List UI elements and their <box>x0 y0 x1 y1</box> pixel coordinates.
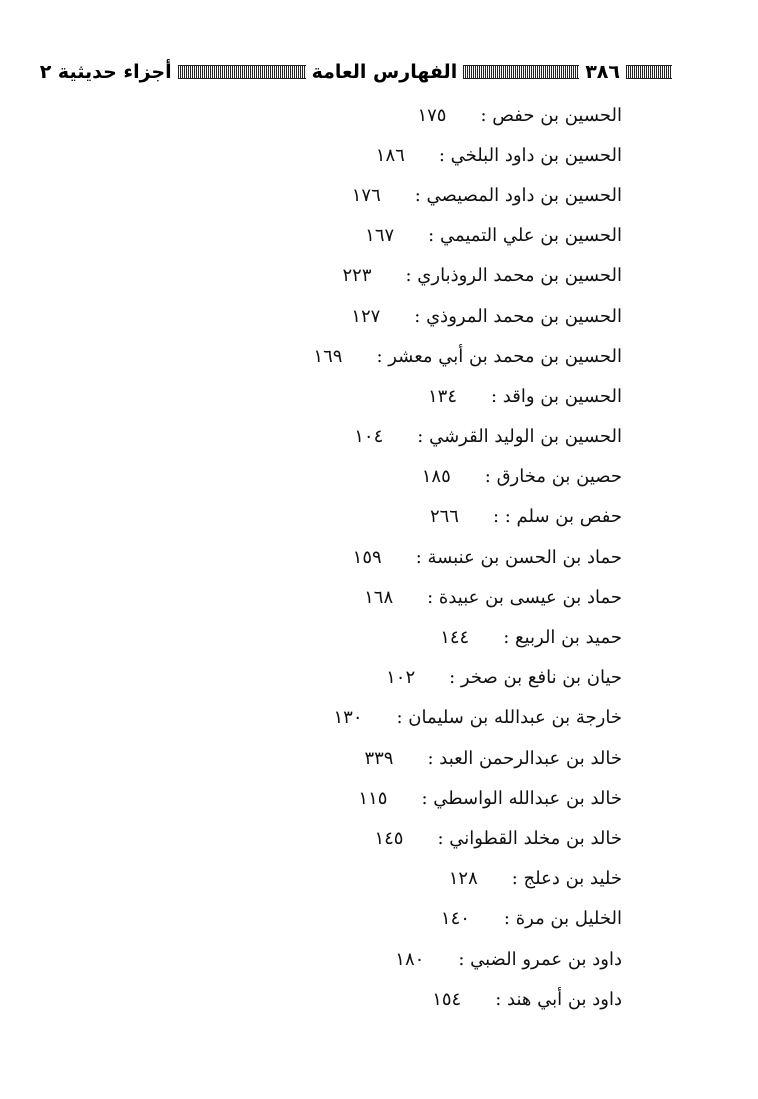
entry-name: الحسين بن واقد : <box>491 385 622 407</box>
index-entry <box>202 859 622 899</box>
index-entry <box>202 417 622 457</box>
entry-name: خليد بن دعلج : <box>511 868 622 890</box>
entry-name: خالد بن مخلد القطواني : <box>437 827 622 849</box>
entry-name: الحسين بن داود المصيصي : <box>414 184 622 206</box>
index-entry <box>202 658 622 698</box>
index-entry <box>202 698 622 738</box>
entry-name: خارجة بن عبدالله بن سليمان : <box>396 707 622 729</box>
entry-page-number: ١٤٠ <box>440 908 470 930</box>
index-entry <box>202 617 622 657</box>
index-entry <box>202 899 622 939</box>
entry-page-number: ١٤٥ <box>374 827 404 849</box>
page-number: ٣٨٦ <box>585 61 620 83</box>
entry-name: الحسين بن داود البلخي : <box>438 144 622 166</box>
index-entry <box>202 175 622 215</box>
header-rule-middle-left <box>178 65 306 79</box>
entry-page-number: ٢٢٣ <box>342 265 372 287</box>
book-title: أجزاء حديثية ٢ <box>39 61 172 83</box>
entry-page-number: ١٥٤ <box>432 988 462 1010</box>
entry-name: الحسين بن حفص : <box>480 104 622 126</box>
entry-page-number: ٣٣٩ <box>364 747 394 769</box>
entry-name: الخليل بن مرة : <box>503 908 622 930</box>
entry-page-number: ١٤٤ <box>440 627 470 649</box>
entry-name: حماد بن عيسى بن عبيدة : <box>427 586 622 608</box>
entry-page-number: ١٠٢ <box>386 667 416 689</box>
entry-name: الحسين بن علي التميمي : <box>428 225 622 247</box>
entry-name: الحسين بن محمد بن أبي معشر : <box>376 345 622 367</box>
entry-name: حيان بن نافع بن صخر : <box>449 667 622 689</box>
entry-name: خالد بن عبدالرحمن العبد : <box>427 747 622 769</box>
index-entry <box>202 135 622 175</box>
entry-name: حفص بن سلم : : <box>492 506 622 528</box>
entry-page-number: ١٠٤ <box>354 426 384 448</box>
entry-page-number: ١٦٩ <box>313 345 343 367</box>
entry-name: داود بن أبي هند : <box>495 988 622 1010</box>
entry-name: داود بن عمرو الضبي : <box>458 948 622 970</box>
index-entry <box>202 216 622 256</box>
entry-page-number: ١٦٨ <box>364 586 394 608</box>
entry-page-number: ١٥٩ <box>352 546 382 568</box>
entry-page-number: ١٢٧ <box>351 305 381 327</box>
index-entries <box>202 95 622 1019</box>
index-entry <box>202 457 622 497</box>
index-entry <box>202 778 622 818</box>
entry-page-number: ٢٦٦ <box>429 506 459 528</box>
entry-name: الحسين بن الوليد القرشي : <box>417 426 622 448</box>
entry-page-number: ١٢٨ <box>448 868 478 890</box>
index-entry <box>202 738 622 778</box>
entry-name: الحسين بن محمد الروذباري : <box>405 265 622 287</box>
entry-page-number: ١٣٤ <box>428 385 458 407</box>
index-entry <box>202 256 622 296</box>
index-entry <box>202 537 622 577</box>
entry-name: خالد بن عبدالله الواسطي : <box>421 787 622 809</box>
index-entry <box>202 296 622 336</box>
entry-page-number: ١٨٠ <box>395 948 425 970</box>
entry-page-number: ١٦٧ <box>365 225 395 247</box>
header-rule-right <box>626 65 672 79</box>
index-entry <box>202 979 622 1019</box>
entry-page-number: ١٨٦ <box>375 144 405 166</box>
entry-name: حميد بن الربيع : <box>503 627 622 649</box>
index-entry <box>202 818 622 858</box>
index-entry <box>202 497 622 537</box>
entry-page-number: ١٨٥ <box>421 466 451 488</box>
index-entry <box>202 95 622 135</box>
entry-page-number: ١٣٠ <box>333 707 363 729</box>
entry-page-number: ١٧٦ <box>351 184 381 206</box>
entry-name: حماد بن الحسن بن عنبسة : <box>415 546 622 568</box>
entry-name: الحسين بن محمد المروذي : <box>414 305 622 327</box>
section-title: الفهارس العامة <box>311 61 458 83</box>
entry-page-number: ١٧٥ <box>417 104 447 126</box>
entry-page-number: ١١٥ <box>358 787 388 809</box>
index-entry <box>202 336 622 376</box>
running-header <box>39 52 672 92</box>
index-entry <box>202 939 622 979</box>
index-entry <box>202 577 622 617</box>
entry-name: حصين بن مخارق : <box>484 466 622 488</box>
header-rule-middle-right <box>463 65 579 79</box>
index-entry <box>202 376 622 416</box>
